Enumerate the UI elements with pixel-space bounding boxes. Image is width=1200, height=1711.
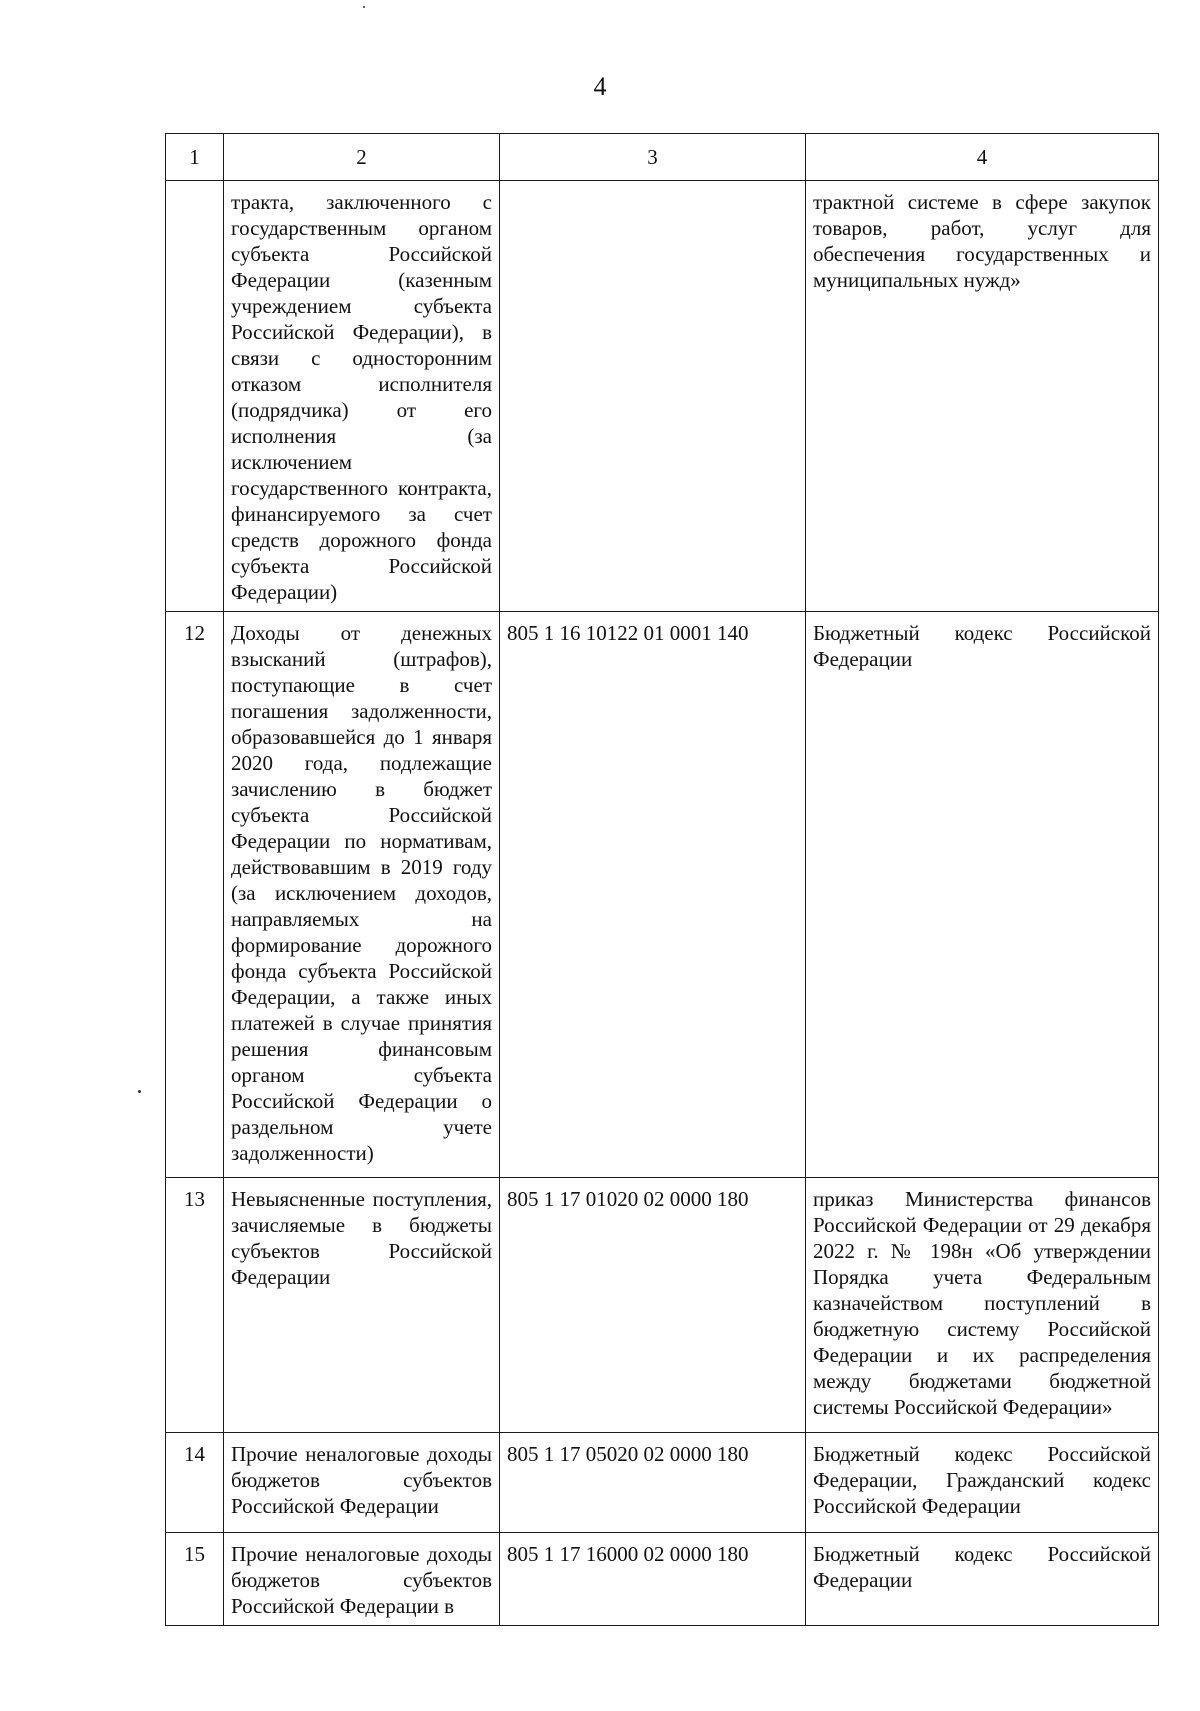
header-col-3: 3	[500, 134, 806, 181]
description-cell	[224, 1178, 500, 1433]
description-cell	[224, 1533, 500, 1626]
row-number-cell	[166, 612, 224, 1178]
row-basis: трактной системе в сфере закупок товаров, работ, услуг для обеспечения государственных и муниципальных нужд»	[813, 190, 1151, 292]
code-cell	[500, 612, 806, 1178]
row-description: Доходы от денежных взысканий (штрафов), поступающие в счет погашения задолженности, образовавшейся до 1 января 2020 года, подлежащие зачислению в бюджет субъекта Российской Федерации по нормативам, действовавшим в 2019 году (за исключением доходов, направляемых на формирование дорожного фонда субъекта Российской Федерации, а также иных платежей в случае принятия решения финансовым органом субъекта Российской Федерации о раздельном учете задолженности)	[231, 621, 492, 1165]
row-description: Прочие неналоговые доходы бюджетов субъектов Российской Федерации в	[231, 1542, 492, 1618]
code-cell	[500, 1433, 806, 1533]
row-basis: Бюджетный кодекс Российской Федерации, Гражданский кодекс Российской Федерации	[813, 1442, 1151, 1518]
row-description: тракта, заключенного с государственным органом субъекта Российской Федерации (казенным учреждением субъекта Российской Федерации), в связи с односторонним отказом исполнителя (подрядчика) от его исполнения (за исключением государственного контракта, финансируемого за счет средств дорожного фонда субъекта Российской Федерации)	[231, 190, 492, 604]
table-row	[166, 1533, 1159, 1626]
scan-speck-top	[363, 6, 365, 8]
page-number: 4	[593, 72, 607, 101]
row-number: 15	[184, 1542, 205, 1566]
basis-cell	[806, 1533, 1159, 1626]
row-number-cell	[166, 1433, 224, 1533]
row-code	[500, 181, 805, 195]
table-row	[166, 1433, 1159, 1533]
basis-cell	[806, 612, 1159, 1178]
scan-speck-left	[138, 1090, 141, 1093]
row-number: 14	[184, 1442, 205, 1466]
table-row	[166, 181, 1159, 612]
header-col-1: 1	[166, 134, 224, 181]
row-basis: Бюджетный кодекс Российской Федерации	[813, 1542, 1151, 1592]
row-basis: Бюджетный кодекс Российской Федерации	[813, 621, 1151, 671]
description-cell	[224, 612, 500, 1178]
basis-cell	[806, 1178, 1159, 1433]
row-number	[166, 181, 223, 195]
table-header-row	[166, 134, 1159, 181]
table-row	[166, 1178, 1159, 1433]
revenue-codes-table	[165, 133, 1159, 1626]
row-description: Невыясненные поступления, зачисляемые в бюджеты субъектов Российской Федерации	[231, 1187, 492, 1289]
table-row	[166, 612, 1159, 1178]
row-number: 13	[184, 1187, 205, 1211]
basis-cell	[806, 181, 1159, 612]
row-number-cell	[166, 1533, 224, 1626]
row-code: 805 1 16 10122 01 0001 140	[507, 621, 749, 645]
description-cell	[224, 181, 500, 612]
row-basis: приказ Министерства финансов Российской Федерации от 29 декабря 2022 г. № 198н «Об утверждении Порядка учета Федеральным казначейством поступлений в бюджетную систему Российской Федерации и их распределения между бюджетами бюджетной системы Российской Федерации»	[813, 1187, 1151, 1419]
row-description: Прочие неналоговые доходы бюджетов субъектов Российской Федерации	[231, 1442, 492, 1518]
row-code: 805 1 17 05020 02 0000 180	[507, 1442, 749, 1466]
row-number-cell	[166, 181, 224, 612]
row-code: 805 1 17 01020 02 0000 180	[507, 1187, 749, 1211]
code-cell	[500, 1178, 806, 1433]
code-cell	[500, 1533, 806, 1626]
header-col-4: 4	[806, 134, 1159, 181]
row-number: 12	[184, 621, 205, 645]
row-number-cell	[166, 1178, 224, 1433]
code-cell	[500, 181, 806, 612]
header-col-2: 2	[224, 134, 500, 181]
row-code: 805 1 17 16000 02 0000 180	[507, 1542, 749, 1566]
basis-cell	[806, 1433, 1159, 1533]
description-cell	[224, 1433, 500, 1533]
